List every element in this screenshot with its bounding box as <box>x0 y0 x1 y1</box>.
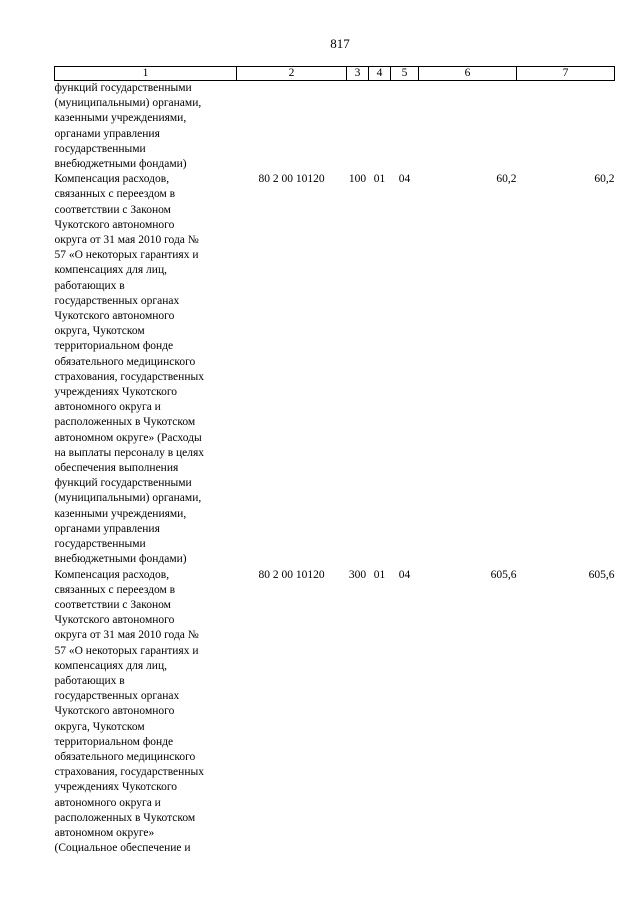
column-header: 3 <box>347 67 369 81</box>
expense-name-line: 57 «О некоторых гарантиях и <box>54 249 199 262</box>
expense-name-line: органами управления <box>54 127 160 140</box>
subsection-cell: 04 <box>398 568 411 581</box>
target-article-cell: 80 2 00 10120 <box>258 568 325 581</box>
column-header: 7 <box>517 67 615 81</box>
expense-name-line: территориальном фонде <box>54 340 174 353</box>
expense-name-line: обязательного медицинского <box>54 750 196 763</box>
expense-name-line: территориальном фонде <box>54 735 174 748</box>
expense-name-line: соответствии с Законом <box>54 203 171 216</box>
expense-name-line: округа, Чукотском <box>54 325 145 338</box>
expense-name-line: связанных с переездом в <box>54 188 176 201</box>
expense-name-line: органами управления <box>54 522 160 535</box>
amount-cell <box>419 81 517 173</box>
expense-name-cell <box>55 172 237 567</box>
expense-name-line: на выплаты персоналу в целях <box>54 446 205 459</box>
expense-name-line: автономного округа и <box>54 401 161 414</box>
expense-name-line: округа от 31 мая 2010 года № <box>54 629 199 642</box>
expense-name-line: государственными <box>54 142 146 155</box>
expense-name-line: 57 «О некоторых гарантиях и <box>54 644 199 657</box>
expense-name-line: функций государственными <box>54 477 192 490</box>
column-header: 6 <box>419 67 517 81</box>
expense-name-line: учреждениях Чукотского <box>54 386 178 399</box>
table-header-row <box>55 67 615 81</box>
expense-name-line: (муниципальными) органами, <box>54 492 202 505</box>
expense-name-line: страхования, государственных <box>54 370 204 383</box>
expense-name-line: Компенсация расходов, <box>54 568 170 581</box>
expense-name-line: округа, Чукотском <box>54 720 145 733</box>
expense-name-line: государственными <box>54 538 146 551</box>
expense-name-line: обязательного медицинского <box>54 355 196 368</box>
expense-name-line: внебюджетными фондами) <box>54 553 187 566</box>
expense-name-line: расположенных в Чукотском <box>54 811 196 824</box>
expense-name-line: функций государственными <box>54 82 192 94</box>
expense-name-line: страхования, государственных <box>54 766 204 779</box>
expense-name-line: учреждениях Чукотского <box>54 781 178 794</box>
expense-name-line: Чукотского автономного <box>54 310 175 323</box>
expense-name-cell <box>55 568 237 857</box>
expense-name-line: компенсациях для лиц, <box>54 659 167 672</box>
subsection-cell <box>391 81 419 173</box>
table-row <box>55 172 615 567</box>
column-header: 4 <box>369 67 391 81</box>
expense-name-line: автономного округа и <box>54 796 161 809</box>
expense-name-line: автономном округе» (Расходы <box>54 431 202 444</box>
page-number: 817 <box>330 36 350 51</box>
expense-name-line: государственных органах <box>54 294 180 307</box>
target-article-cell: 80 2 00 10120 <box>258 173 325 186</box>
expense-name-line: Чукотского автономного <box>54 705 175 718</box>
expense-name-line: компенсациях для лиц, <box>54 264 167 277</box>
expense-name-line: работающих в <box>54 674 125 687</box>
expense-name-line: (Социальное обеспечение и <box>54 842 191 855</box>
expense-name-line: (муниципальными) органами, <box>54 97 202 110</box>
expense-name-line: округа от 31 мая 2010 года № <box>54 234 199 247</box>
expense-name-line: Чукотского автономного <box>54 614 175 627</box>
expense-name-line: Компенсация расходов, <box>54 173 170 186</box>
expense-name-line: казенными учреждениями, <box>54 507 187 520</box>
expense-name-line: внебюджетными фондами) <box>54 158 187 171</box>
amount-cell: 605,6 <box>588 568 615 581</box>
amount-cell: 60,2 <box>594 173 615 186</box>
amount-cell: 605,6 <box>490 568 517 581</box>
expense-name-cell <box>55 81 237 173</box>
expense-name-line: Чукотского автономного <box>54 218 175 231</box>
section-cell: 01 <box>373 173 386 186</box>
section-cell <box>369 81 391 173</box>
target-article-cell <box>237 81 347 173</box>
expense-type-cell: 100 <box>348 173 367 186</box>
subsection-cell: 04 <box>398 173 411 186</box>
expense-name-line: соответствии с Законом <box>54 598 171 611</box>
column-header: 1 <box>55 67 237 81</box>
expense-name-line: казенными учреждениями, <box>54 112 187 125</box>
expense-type-cell <box>347 81 369 173</box>
table-row <box>55 568 615 857</box>
column-header: 2 <box>237 67 347 81</box>
expense-name-line: работающих в <box>54 279 125 292</box>
amount-cell: 60,2 <box>496 173 517 186</box>
budget-table <box>54 66 615 856</box>
table-body <box>55 81 615 857</box>
expense-name-line: автономном округе» <box>54 826 155 839</box>
section-cell: 01 <box>373 568 386 581</box>
expense-type-cell: 300 <box>348 568 367 581</box>
amount-cell <box>517 81 615 173</box>
expense-name-line: обеспечения выполнения <box>54 462 179 475</box>
expense-name-line: связанных с переездом в <box>54 583 176 596</box>
column-header: 5 <box>391 67 419 81</box>
expense-name-line: расположенных в Чукотском <box>54 416 196 429</box>
table-row <box>55 81 615 173</box>
expense-name-line: государственных органах <box>54 690 180 703</box>
